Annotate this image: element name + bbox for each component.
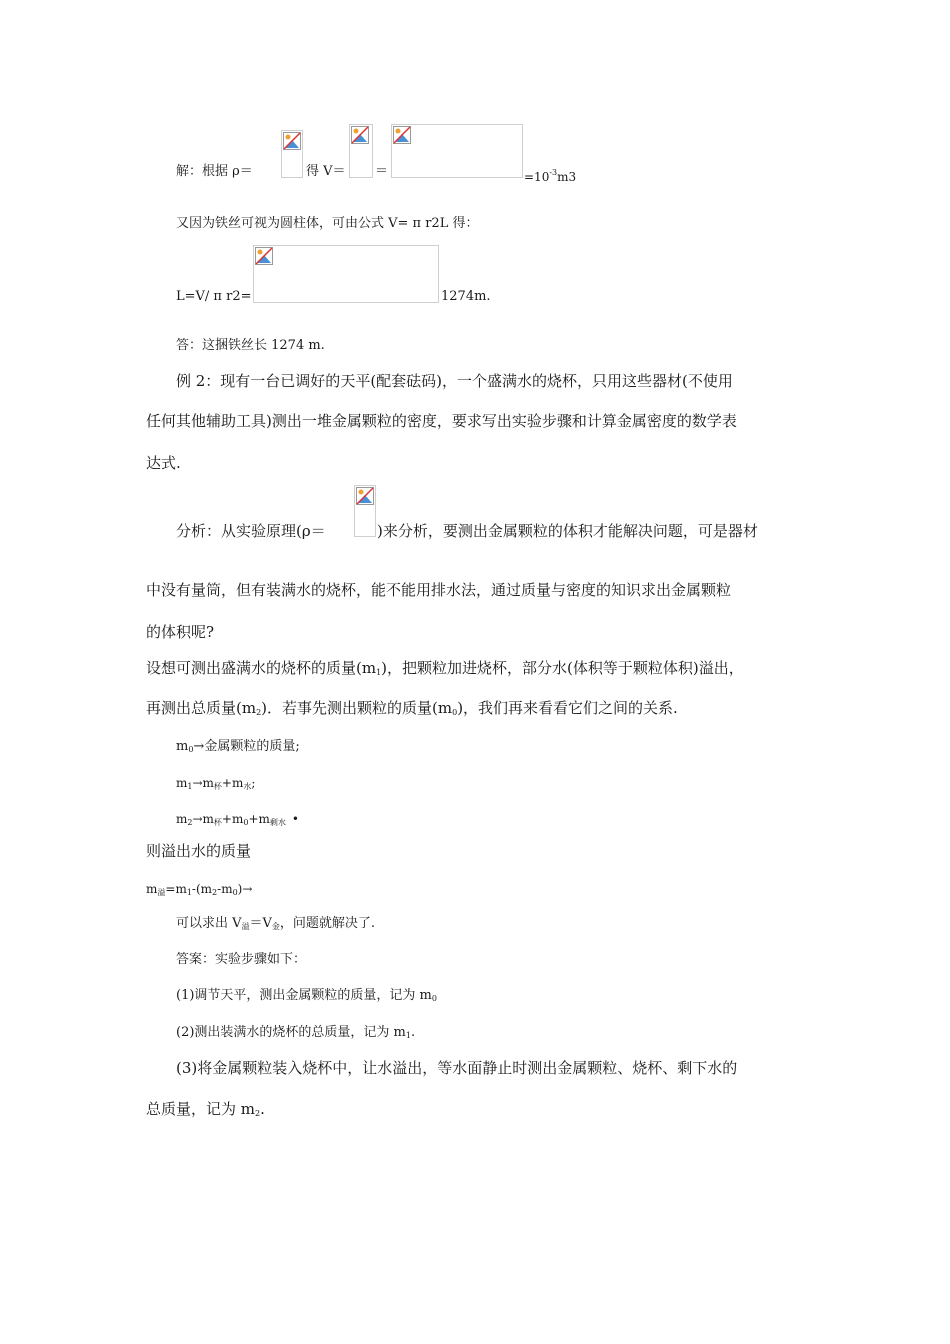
var-m: m (176, 776, 188, 790)
analysis-prefix: 分析：从实验原理(ρ＝ (176, 522, 326, 540)
relation-text: →金属颗粒的质量; (193, 739, 300, 754)
answer-heading: 答案：实验步骤如下： (176, 952, 307, 967)
relation-end: • (291, 812, 299, 826)
formula-image-calc (391, 124, 523, 178)
relation-arrow: →m (192, 812, 214, 826)
analysis-line-3: 的体积呢? (146, 623, 215, 641)
solution-line-1 (176, 161, 253, 183)
formula-part: -(m (191, 882, 213, 896)
solution-result (524, 162, 576, 188)
formula-part: )→ (237, 882, 253, 896)
formula-image-density (281, 130, 303, 178)
broken-image-icon (283, 132, 301, 150)
subscript: 杯 (213, 818, 222, 827)
broken-image-icon (351, 126, 369, 144)
answer-line: 答：这捆铁丝长 1274 m. (176, 338, 325, 353)
step-end: . (260, 1100, 265, 1118)
solution-line-1-mid (306, 161, 346, 183)
subscript: 0 (452, 708, 458, 717)
result-exponent: -3 (549, 168, 558, 177)
volume-line (176, 913, 375, 938)
subscript: 0 (188, 745, 194, 754)
subscript: 0 (431, 994, 437, 1003)
example2-line-2: 任何其他辅助工具)测出一堆金属颗粒的密度，要求写出实验步骤和计算金属密度的数学表 (146, 412, 737, 430)
subscript: 2 (212, 888, 218, 897)
subscript: 水 (243, 782, 252, 791)
var-m: m (176, 739, 189, 754)
volume-text: ＝V (249, 916, 272, 931)
broken-image-icon (356, 487, 374, 505)
subscript: 0 (232, 888, 238, 897)
hypothesis-line-1 (146, 657, 744, 684)
example2-line-1: 例 2：现有一台已调好的天平(配套砝码)，一个盛满水的烧杯，只用这些器材(不使用 (176, 372, 733, 390)
analysis-suffix: )来分析，要测出金属颗粒的体积才能解决问题，可是器材 (377, 522, 758, 540)
hypothesis-text-d: )．若事先测出颗粒的质量(m (261, 699, 453, 717)
result-value: =10 (524, 170, 550, 184)
relation-end: ; (251, 776, 256, 790)
formula-image-volume (349, 124, 373, 178)
overflow-label: 则溢出水的质量 (146, 842, 252, 860)
length-formula-prefix: L=V/ π r2= (176, 289, 252, 304)
solution-line-1-eq (375, 161, 388, 183)
hypothesis-text-e: )，我们再来看看它们之间的关系. (457, 699, 678, 717)
solution-line-1-prefix: 解：根据 ρ＝ (176, 164, 253, 179)
step-1 (176, 985, 437, 1010)
equals-sign: ＝ (375, 164, 389, 179)
step-text: (1)调节天平，测出金属颗粒的质量，记为 m (176, 988, 432, 1003)
step-text: 总质量，记为 m (146, 1100, 255, 1118)
formula-part: m (146, 882, 158, 896)
relation-plus: +m (221, 812, 244, 826)
hypothesis-line-2 (146, 697, 678, 724)
length-formula-suffix: 1274m. (441, 289, 491, 304)
overflow-formula (146, 878, 252, 904)
step-3-line-2 (146, 1098, 265, 1125)
subscript: 2 (187, 818, 193, 827)
relation-m0 (176, 736, 300, 761)
analysis-line-2: 中没有量筒，但有装满水的烧杯，能不能用排水法，通过质量与密度的知识求出金属颗粒 (146, 581, 732, 599)
relation-m1 (176, 772, 255, 798)
subscript: 0 (243, 818, 249, 827)
cylinder-formula-line: 又因为铁丝可视为圆柱体，可由公式 V= π r2L 得： (176, 216, 479, 231)
hypothesis-text-b: )，把颗粒加进烧杯，部分水(体积等于颗粒体积)溢出， (381, 659, 744, 677)
step-text: (2)测出装满水的烧杯的总质量，记为 m (176, 1025, 406, 1040)
relation-m2 (176, 808, 299, 834)
subscript: 溢 (241, 922, 250, 931)
subscript: 杯 (213, 782, 222, 791)
subscript: 溢 (157, 888, 166, 897)
relation-plus: +m (248, 812, 270, 826)
volume-text: 可以求出 V (176, 916, 242, 931)
subscript: 1 (405, 1031, 411, 1040)
formula-image-density-2 (354, 485, 376, 537)
subscript: 1 (187, 782, 193, 791)
volume-text: ，问题就解决了. (279, 916, 376, 931)
broken-image-icon (393, 126, 411, 144)
hypothesis-text-c: 再测出总质量(m (146, 699, 257, 717)
subscript: 2 (255, 1109, 261, 1118)
formula-part: =m (165, 882, 187, 896)
subscript: 金 (271, 922, 280, 931)
subscript: 2 (256, 708, 262, 717)
result-unit: m3 (557, 170, 577, 184)
subscript: 1 (186, 888, 192, 897)
solution-v-label: 得 V＝ (306, 164, 346, 179)
relation-plus: +m (221, 776, 244, 790)
subscript: 1 (376, 668, 382, 677)
example2-line-3: 达式. (146, 454, 181, 472)
step-end: . (410, 1025, 416, 1040)
relation-arrow: →m (192, 776, 214, 790)
step-2 (176, 1022, 415, 1047)
step-3-line-1: (3)将金属颗粒装入烧杯中，让水溢出，等水面静止时测出金属颗粒、烧杯、剩下水的 (176, 1059, 738, 1077)
var-m: m (176, 812, 188, 826)
formula-image-length (253, 245, 439, 303)
subscript: 剩水 (269, 818, 286, 827)
hypothesis-text-a: 设想可测出盛满水的烧杯的质量(m (146, 659, 377, 677)
formula-part: -m (217, 882, 233, 896)
broken-image-icon (255, 247, 273, 265)
